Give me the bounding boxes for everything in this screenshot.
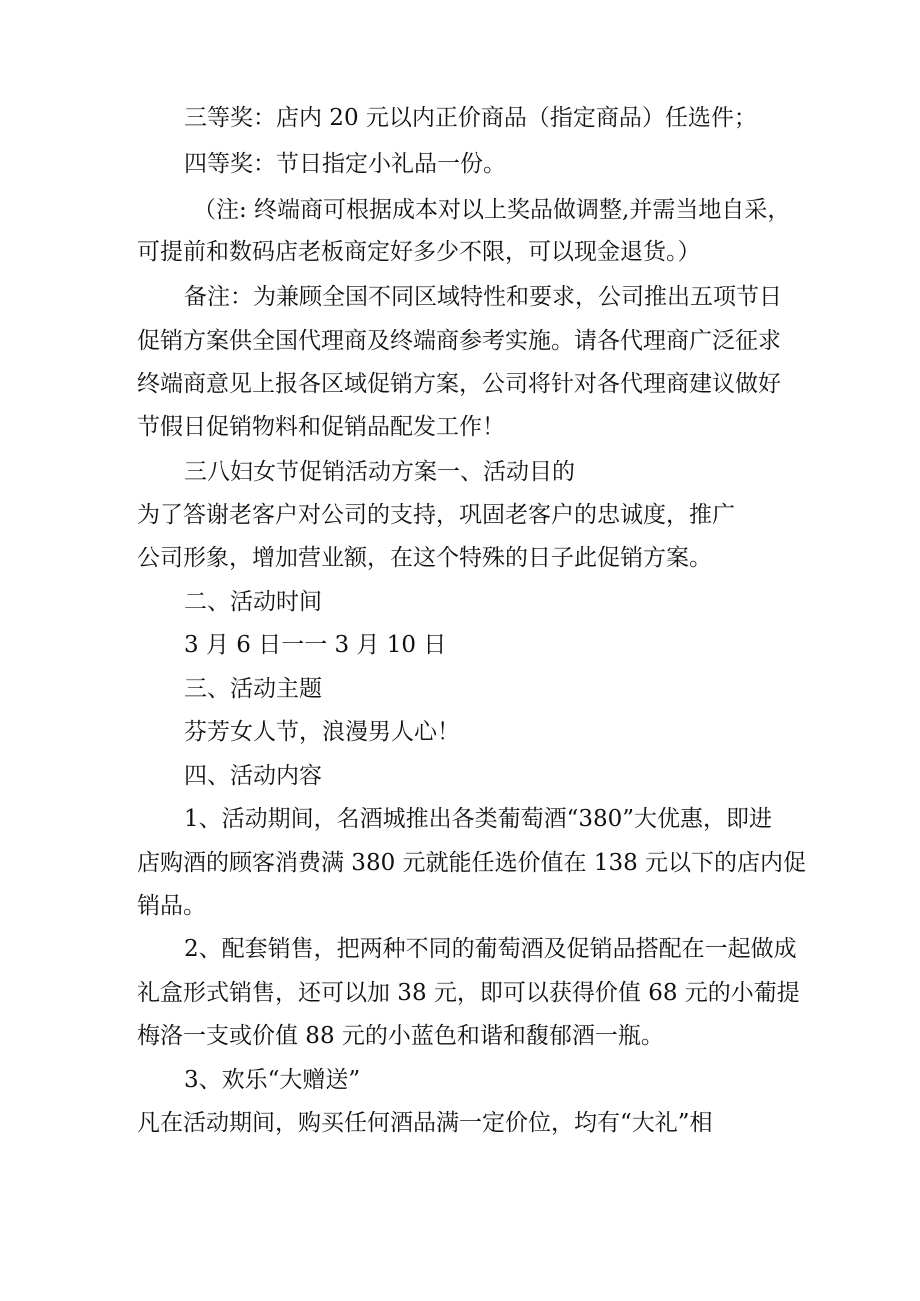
section-heading-theme: 三、活动主题 [184,676,322,702]
section-heading-purpose: 三八妇女节促销活动方案一、活动目的 [184,459,575,485]
text-line-item2-3: 梅洛一支或价值 88 元的小蓝色和谐和馥郁酒一瓶。 [137,1023,664,1049]
text-line-item1-3: 销品。 [137,893,206,919]
text-line-dates: 3 月 6 日一一 3 月 10 日 [184,632,447,658]
text-line-remark-2: 促销方案供全国代理商及终端商参考实施。请各代理商广泛征求 [137,328,781,354]
text-line-purpose-2: 公司形象，增加营业额，在这个特殊的日子此促销方案。 [137,545,712,571]
text-line-note-1: （注: 终端商可根据成本对以上奖品做调整,并需当地自采， [193,197,791,223]
text-line-item3-title: 3、欢乐“大赠送” [184,1067,361,1093]
text-line-remark-3: 终端商意见上报各区域促销方案，公司将针对各代理商建议做好 [137,371,781,397]
text-line-item1-1: 1、活动期间，名酒城推出各类葡萄酒“380”大优惠，即进 [184,806,773,832]
text-line-theme: 芬芳女人节，浪漫男人心！ [184,719,460,745]
text-line-note-2: 可提前和数码店老板商定好多少不限，可以现金退货。） [137,239,701,265]
text-line-item2-1: 2、配套销售，把两种不同的葡萄酒及促销品搭配在一起做成 [184,936,797,962]
text-line-purpose-1: 为了答谢老客户对公司的支持，巩固老客户的忠诚度，推广 [137,502,735,528]
text-line-item1-2: 店购酒的顾客消费满 380 元就能任选价值在 138 元以下的店内促 [137,850,807,876]
text-line-remark-1: 备注：为兼顾全国不同区域特性和要求，公司推出五项节日 [184,284,782,310]
text-line-prize-4: 四等奖：节日指定小礼品一份。 [184,151,506,177]
section-heading-time: 二、活动时间 [184,589,322,615]
text-line-prize-3: 三等奖：店内 20 元以内正价商品（指定商品）任选件； [184,105,757,131]
text-line-item3-1: 凡在活动期间，购买任何酒品满一定价位，均有“大礼”相 [137,1110,713,1136]
section-heading-content: 四、活动内容 [184,763,322,789]
text-line-remark-4: 节假日促销物料和促销品配发工作！ [137,414,505,440]
text-line-item2-2: 礼盒形式销售，还可以加 38 元，即可以获得价值 68 元的小葡提 [137,980,800,1006]
